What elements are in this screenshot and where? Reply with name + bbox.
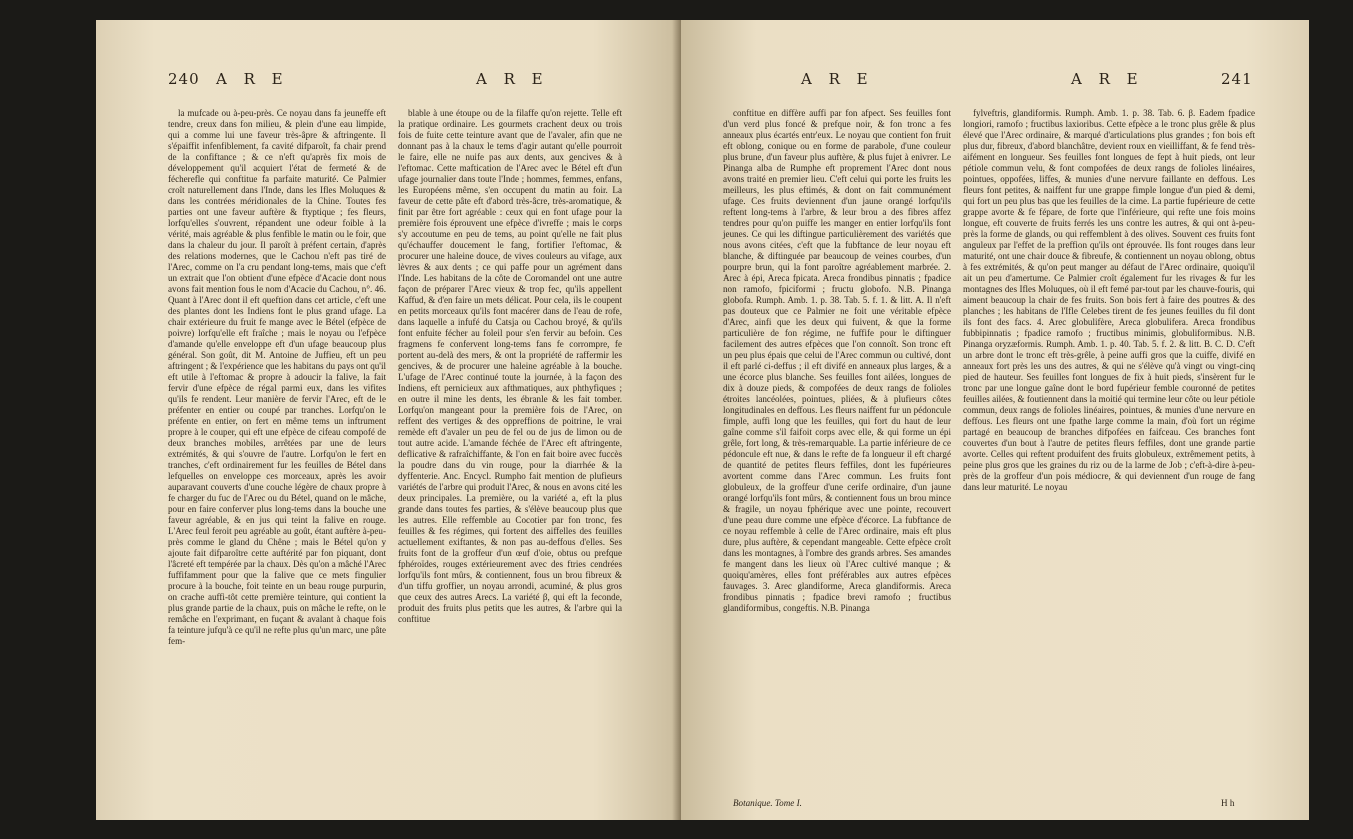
right-column-1 — [723, 108, 951, 794]
right-header-left: A R E — [801, 70, 874, 88]
right-column-2-footer: H h — [1221, 798, 1235, 808]
left-page-number: 240 — [168, 70, 200, 88]
left-header-right: A R E — [476, 70, 549, 88]
left-column-2-text: blable à une étoupe ou de la filaffe qu'on rejette. Telle eft la pratique ordinaire. Les gourmets crachent deux ou trois fois de fuite cette teinture avant que de l'avaler, afin que ne donnant pas à la chaux le tems d'agir autant qu'elle pourroit le faire, elle ne nuife pas aux dents, aux gencives & à l'eftomac. Cette maftication de l'Arec avec le Bétel eft d'un ufage journalier dans toute l'Inde ; hommes, femmes, enfans, les Européens même, s'en occupent du matin au foir. La faveur de cette pâte eft d'abord très-âcre, très-aromatique, & finit par être fort agréable : ceux qui en font ufage pour la première fois éprouvent une efpèce d'ivreffe ; mais le corps s'y accoutume en peu de tems, au point qu'elle ne fait plus qu'échauffer doucement le fang, fortifier l'eftomac, & procurer une haleine douce, de vives couleurs au vifage, aux lèvres & aux dents ; ce qui paffe pour un agrément dans l'Inde. Les habitans de la côte de Coromandel ont une autre façon de préparer l'Arec vieux & trop fec, qu'ils appellent Kaffud, & d'en faire un mets délicat. Pour cela, ils le coupent en petits morceaux qu'ils font macérer dans de l'eau de rofe, dans laquelle a infufé du Catsja ou Cachou broyé, & qu'ils font enfuite fécher au foleil pour s'en fervir au befoin. Ces fragmens fe confervent long-tems fans fe corrompre, fe portent au-delà des mers, & ont la propriété de raffermir les gencives, & de procurer une haleine agréable à la bouche. L'ufage de l'Arec continué toute la journée, à la façon des Indiens, eft pernicieux aux afthmatiques, aux phthyfiques ; en outre il mine les dents, les ébranle & les fait tomber. Lorfqu'on mangeant pour la première fois de l'Arec, on reffent des vertiges & des oppreffions de poitrine, le vrai remède eft d'avaler un peu de fel ou de jus de limon ou de tout autre acide. L'amande féchée de l'Arec eft aftringente, deflicative & rafraîchiffante, & l'on en fait boire avec fuccès la poudre dans du vin rouge, pour la diarrhée & la dyffenterie. Anc. Encycl. Rumpho fait mention de plufieurs variétés de l'arbre qui produit l'Arec, & nous en avons cité les deux principales. La première, ou la variété a, eft la plus grande dans toutes fes parties, & s'élève beaucoup plus que les autres. Elle reffemble au Cocotier par fon tronc, fes feuilles & fes régimes, qui fortent des aiffelles des feuilles actuellement exiftantes, & non pas au-deffous d'elles. Ses fruits font de la groffeur d'un œuf d'oie, obtus ou prefque fphéroïdes, rouges extérieurement avec des ftries cendrées lorfqu'ils font mûrs, & contiennent, fous un brou fibreux & d'un tiffu groffier, un noyau arrondi, acuminé, & plus gros que ceux des autres Arecs. La variété β, qui eft la feconde, produit des fruits plus petits que les autres, & l'arbre qui la conftitue — [398, 108, 622, 624]
right-header-right: A R E — [1071, 70, 1144, 88]
left-column-2 — [398, 108, 622, 812]
right-column-1-footer: Botanique. Tome I. — [733, 798, 802, 808]
left-column-1-text: la mufcade ou à-peu-près. Ce noyau dans fa jeuneffe eft tendre, creux dans fon milieu, & plein d'une eau limpide, qui a comme lui une faveur très-âpre & aftringente. Il s'épaiffit infenfiblement, fa cavité difparoît, fa chair prend de la confiftance ; & ce n'eft qu'après fix mois de développement qu'il acquiert l'état de fermeté & de fécherefle qui conftitue fa parfaite maturité. Ce Palmier croît naturellement dans l'Inde, dans les Ifles Moluques & dans les contrées méridionales de la Chine. Toutes fes parties ont une faveur auftère & ftyptique ; fes fleurs, lorfqu'elles s'ouvrent, répandent une odeur foible à la vérité, mais agréable & plus fenfible le matin ou le foir, que dans la chaleur du jour. Il paroît à préfent certain, d'après des relations modernes, que le Cachou n'eft pas tiré de l'Arec, comme on l'a cru pendant long-tems, mais que c'eft un extrait que l'on obtient d'une efpèce d'Acacie dont nous avons fait mention fous le nom d'Acacie du Cachou, n°. 46. Quant à l'Arec dont il eft queftion dans cet article, c'eft une des plantes dont les Indiens font le plus grand ufage. La chair extérieure du fruit fe mange avec le Bétel (efpèce de poivre) lorfqu'elle eft fraîche ; mais le noyau ou l'efpèce d'amande qu'elle enveloppe eft d'un ufage beaucoup plus général. Son goût, dit M. Antoine de Juffieu, eft un peu aftringent ; & l'expérience que les habitans du pays ont qu'il eft utile à l'eftomac & propre à adoucir la falive, la fait fervir d'une efpèce de régal parmi eux, dans les vifites qu'ils fe rendent. Leur manière de fervir l'Arec, eft de le préfenter en entier ou coupé par tranches. Lorfqu'on le préfente en entier, on fert en même tems un inftrument propre à le couper, qui eft une efpèce de cifeau compofé de deux branches mobiles, arrêtées par une de leurs extrémités, & qui s'ouvre de l'autre. Lorfqu'on le fert en tranches, c'eft ordinairement fur les feuilles de Bétel dans lefquelles on enveloppe ces morceaux, après les avoir auparavant couverts d'une couche légère de chaux propre à fe charger du fuc de l'Arec ou du Bétel, quand on le mâche, pour en faire conferver plus long-tems dans la bouche une faveur agréable, & en jus qui teint la falive en rouge. L'Arec feul feroit peu agréable au goût, étant auftère à-peu-près comme le gland du Chêne ; mais le Bétel qu'on y ajoute fait difparoître cette auftérité par fon piquant, dont l'âcreté eft tempérée par la chaux. Dès qu'on a mâché l'Arec fuffifamment pour que la falive que ce mets fingulier procure à la bouche, foit teinte en un beau rouge purpurin, on crache auffi-tôt cette première teinture, qui contient la plus grande partie de la chaux, puis on mâche le refte, on le remâche en l'exprimant, en fuçant & avalant à chaque fois fa teinture jufqu'à ce qu'il ne refte plus qu'un marc, une pâte fem- — [168, 108, 386, 646]
right-page-number: 241 — [1221, 70, 1253, 88]
right-column-2 — [963, 108, 1255, 794]
left-column-1 — [168, 108, 386, 812]
right-page — [681, 20, 1309, 820]
left-header-left: A R E — [216, 70, 289, 88]
right-column-1-text: conftitue en diffère auffi par fon afpect. Ses feuilles font d'un verd plus foncé & prefque noir, & fon tronc a fes anneaux plus écartés entr'eux. Le noyau que contient fon fruit eft oblong, conique ou en forme de parabole, d'une couleur plus brune, d'un faveur plus auftère, & plus fujet à enivrer. Le Pinanga alba de Rumphe eft proprement l'Arec dont nous avons traité en premier lieu. C'eft celui qui porte les fruits les meilleurs, les plus eftimés, & dont on fait communément ufage. Ces fruits deviennent d'un jaune orangé lorfqu'ils reftent long-tems à l'arbre, & leur brou a des fibres affez tendres pour qu'on puiffe les manger en entier lorfqu'ils font jeunes. Ce qui les diftingue particulièrement des variétés que nous avons citées, c'eft que la fubftance de leur noyau eft blanche, & diftinguée par beaucoup de veines courbes, d'un pourpre brun, qui la font paroître agréablement marbrée. 2. Arec à épi, Areca fpicata. Areca frondibus pinnatis ; fpadice non ramofo, fpiciformi ; fructu globofo. N.B. Pinanga globofa. Rumph. Amb. 1. p. 38. Tab. 5. f. 1. & litt. A. Il n'eft pas douteux que ce Palmier ne foit une véritable efpèce d'Arec, ainfi que les deux qui fuivent, & que la forme particulière de fon régime, ne fuffife pour le diftinguer facilement des autres efpèces que l'on connoît. Son tronc eft un peu plus épais que celui de l'Arec commun ou cultivé, dont il eft parlé ci-deffus ; il eft divifé en anneaux plus larges, & a une écorce plus blanche. Ses feuilles font ailées, longues de dix à douze pieds, & compofées de deux rangs de folioles étroites lancéolées, pointues, pliées, & à plufieurs côtes longitudinales en deffous. Les fleurs naiffent fur un pédoncule fimple, auffi long que les feuilles, qui fort du haut de leur gaîne comme s'il faifoit corps avec elle, & qui forme un épi grêle, fort long, & très-remarquable. La partie inférieure de ce pédoncule eft nue, & dans le refte de fa longueur il eft chargé de quantité de petites fleurs feffiles, dont les fupérieures avortent comme dans l'Arec commun. Les fruits font globuleux, de la groffeur d'une cerife ordinaire, d'un jaune orangé lorfqu'ils font mûrs, & contiennent fous un brou mince & fragile, un noyau fphérique avec une pointe, recouvert d'une peau dure comme une efpèce d'écorce. La fubftance de ce noyau reffemble à celle de l'Arec ordinaire, mais eft plus dure, plus auftère, & cependant mangeable. Cette efpèce croît dans les montagnes, à l'ombre des grands arbres. Ses amandes fe mangent dans les lieux où l'Arec cultivé manque ; & quoiqu'amères, elles font préférables aux autres efpèces fauvages. 3. Arec glandiforme, Areca glandiformis. Areca frondibus pinnatis ; fpadice brevi ramofo ; fructibus glandiformibus, congeftis. N.B. Pinanga — [723, 108, 951, 613]
right-column-2-text: fylveftris, glandiformis. Rumph. Amb. 1. p. 38. Tab. 6. β. Eadem fpadice longiori, ramofo ; fructibus laxioribus. Cette efpèce a le tronc plus grêle & plus élevé que l'Arec ordinaire, & marqué d'articulations plus grandes ; fon bois eft plus dur, fibreux, d'abord blanchâtre, devient roux en vieilliffant, & fe fend très-aifément en longueur. Ses feuilles font longues de fept à huit pieds, ont leur pétiole commun velu, & font compofées de deux rangs de folioles linéaires, pointues, oppofées, liffes, & munies d'une nervure faillante en deffous. Les fleurs font petites, & naiffent fur une grappe fimple longue d'un pied & demi, qui fort un peu plus bas que les feuilles de la cime. La partie fupérieure de cette grappe avorte & fe fépare, de forte que l'inférieure, qui refte une fois moins longue, eft couverte de fruits ferrés les uns contre les autres, & qui ont à-peu-près la forme de glands, ou qui reffemblent à des olives. Souvent ces fruits font anguleux par l'effet de la preffion qu'ils ont éprouvée. Ils font rouges dans leur maturité, ont une chair douce & fibreufe, & contiennent un noyau oblong, obtus à fes extrémités, & qu'on peut manger au défaut de l'Arec ordinaire, quoiqu'il ait un peu d'amertume. Ce Palmier croît également fur les rivages & fur les montagnes des Ifles Moluques, où il eft femé par-tout par les chauve-fouris, qui aiment beaucoup la chair de fes fruits. Son bois fert à faire des poutres & des planches ; les habitans de l'Ifle Celebes tirent de fes jeunes feuilles du fil dont ils font des facs. 4. Arec globulifère, Areca globulifera. Areca frondibus fubbipinnatis ; fpadice ramofo ; fructibus minimis, globuliformibus. N.B. Pinanga oryzæformis. Rumph. Amb. 1. p. 40. Tab. 5. f. 2. & litt. B. C. D. C'eft un arbre dont le tronc eft très-grêle, à peine auffi gros que la cuiffe, divifé en anneaux fort près les uns des autres, & qui ne s'élève qu'à vingt ou vingt-cinq pied de hauteur. Ses feuilles font longues de fix à huit pieds, s'insèrent fur le tronc par une longue gaîne dont le bord fupérieur femble couronné de petites feuilles ailées, & foutiennent dans la moitié qui termine leur côte ou leur pétiole commun, deux rangs de folioles linéaires, pointues, & munies d'une nervure en deffous. Les fleurs ont une fpathe large comme la main, d'où fort un régime partagé en beaucoup de branches difpofées en faifceau. Ces branches font couvertes d'un bout à l'autre de petites fleurs feffiles, dont une grande partie avorte. Celles qui reftent produifent des fruits globuleux, extrêmement petits, à peine plus gros que les graines du riz ou de la larme de Job ; c'eft-à-dire à-peu-près de la groffeur d'un pois médiocre, & qui deviennent d'un rouge de fang dans leur maturité. Le noyau — [963, 108, 1255, 492]
left-page — [96, 20, 681, 820]
